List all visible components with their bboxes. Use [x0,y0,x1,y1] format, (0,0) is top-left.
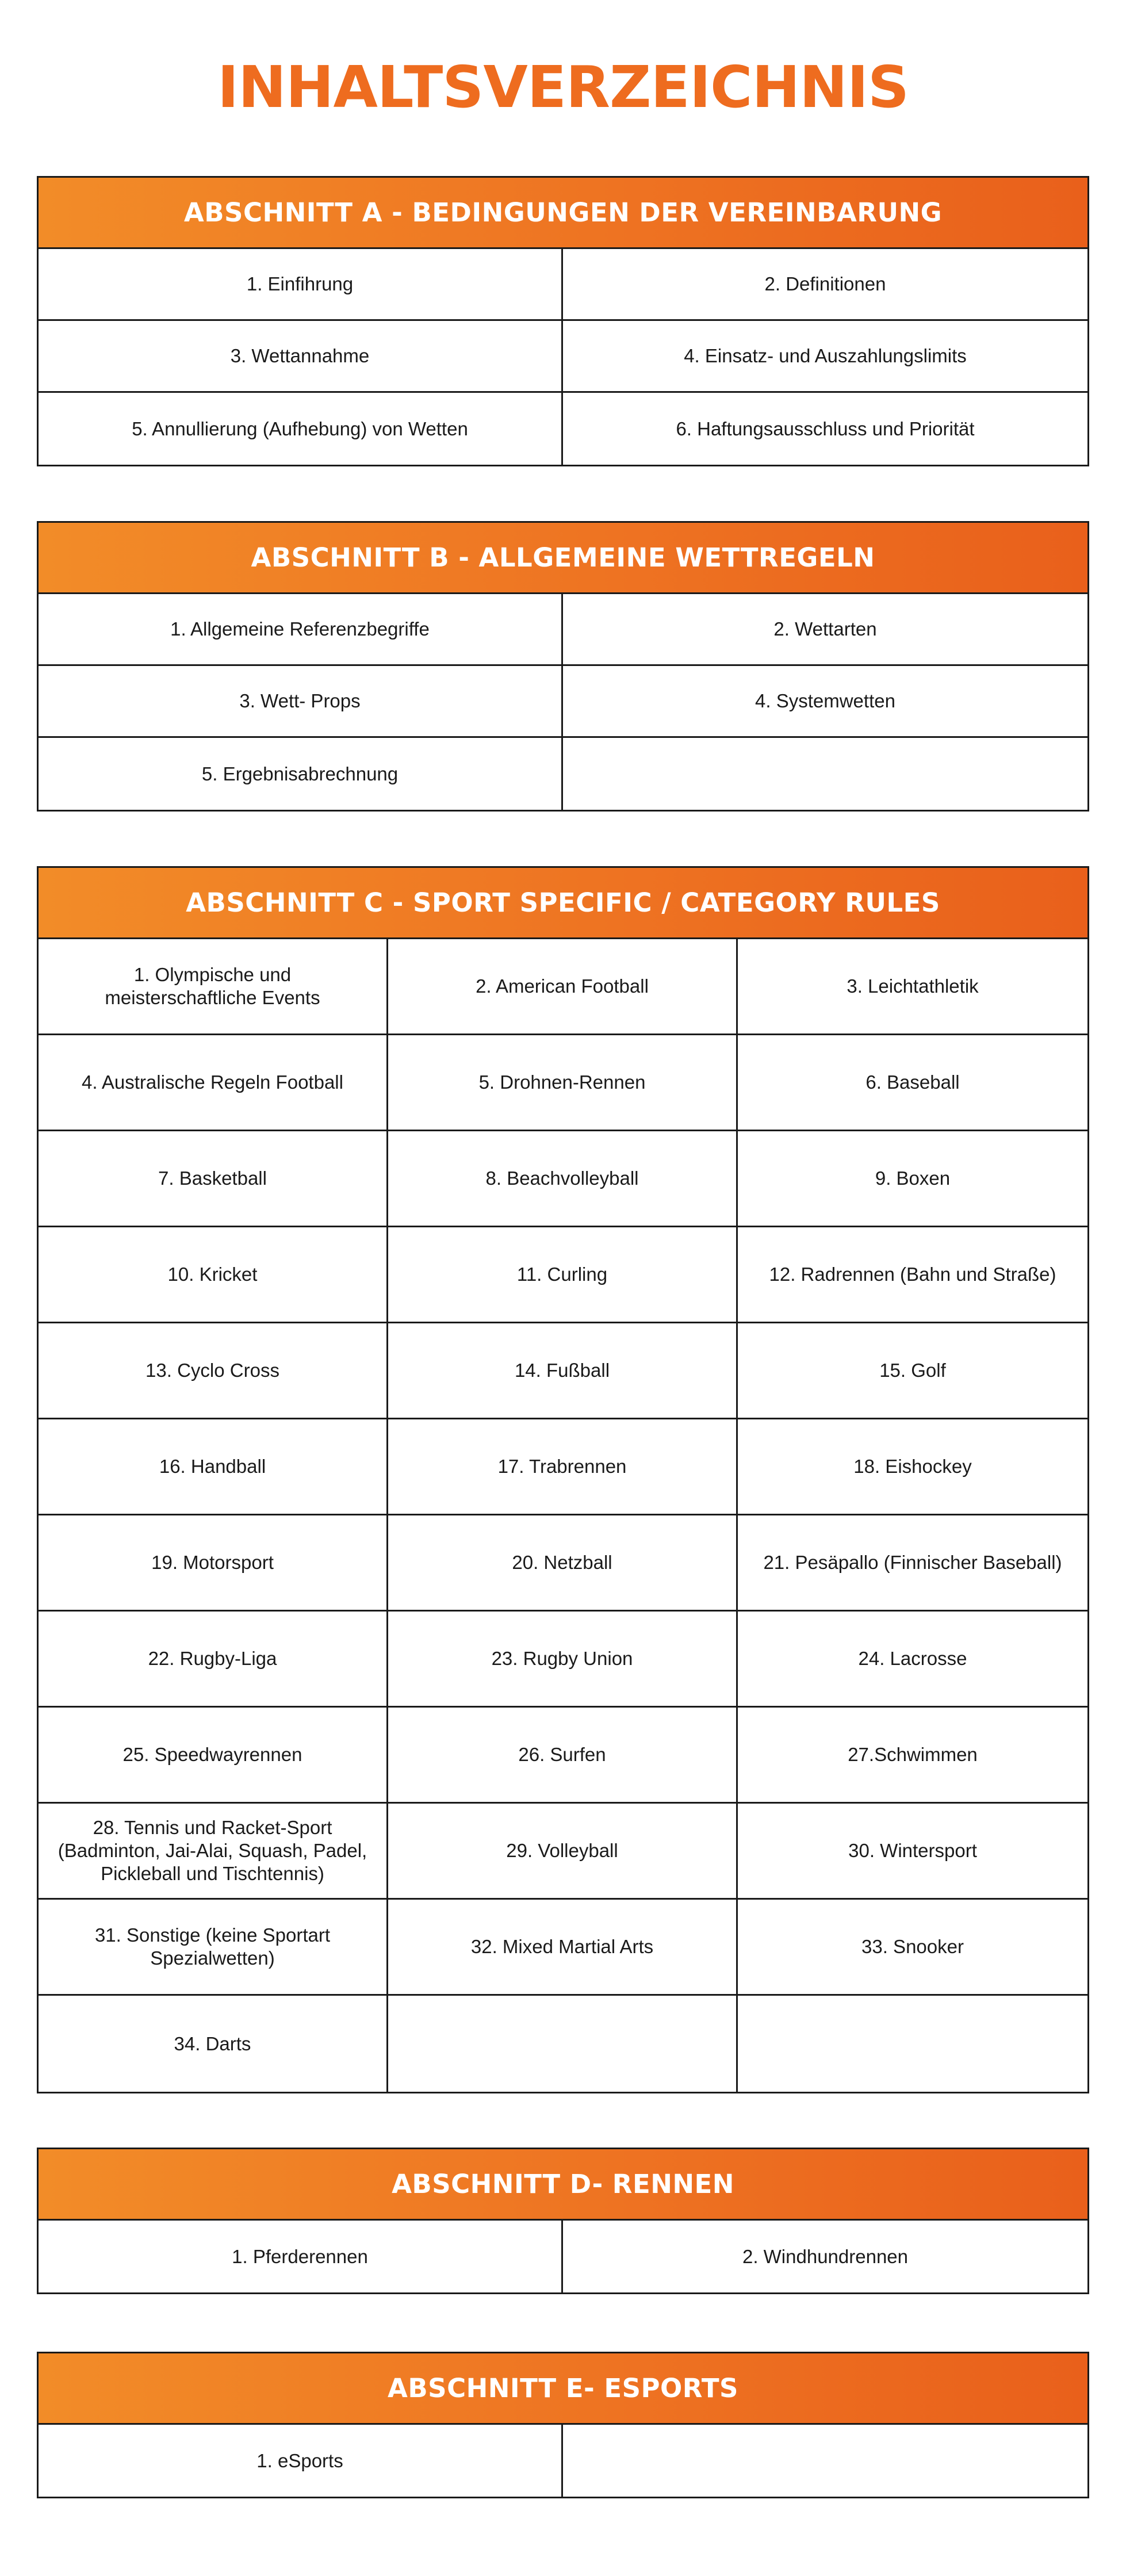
toc-link[interactable]: 1. eSports [39,2425,563,2497]
section-e [37,2352,1089,2498]
toc-link[interactable]: 26. Surfen [388,1708,738,1804]
toc-link[interactable]: 8. Beachvolleyball [388,1131,738,1227]
toc-link[interactable]: 4. Einsatz- und Auszahlungslimits [563,321,1087,393]
toc-link[interactable]: 24. Lacrosse [738,1612,1087,1708]
toc-link[interactable]: 29. Volleyball [388,1804,738,1900]
toc-link[interactable]: 19. Motorsport [39,1515,388,1612]
toc-link[interactable]: 31. Sonstige (keine Sportart Spezialwetten) [39,1900,388,1996]
toc-link[interactable]: 5. Drohnen-Rennen [388,1035,738,1131]
section-a-grid [39,249,1087,465]
toc-link[interactable]: 13. Cyclo Cross [39,1323,388,1419]
empty-cell [738,1996,1087,2092]
toc-link[interactable]: 23. Rugby Union [388,1612,738,1708]
section-c-grid [39,939,1087,2092]
toc-link[interactable]: 22. Rugby-Liga [39,1612,388,1708]
toc-link[interactable]: 3. Wett- Props [39,666,563,738]
empty-cell [388,1996,738,2092]
toc-link[interactable]: 33. Snooker [738,1900,1087,1996]
section-b-grid [39,594,1087,810]
section-d-grid [39,2221,1087,2292]
toc-link[interactable]: 3. Leichtathletik [738,939,1087,1035]
toc-link[interactable]: 6. Haftungsausschluss und Priorität [676,418,975,439]
toc-link[interactable]: 21. Pesäpallo (Finnischer Baseball) [738,1515,1087,1612]
toc-link[interactable]: 2. Wettarten [563,594,1087,666]
toc-link[interactable]: 25. Speedwayrennen [39,1708,388,1804]
toc-link[interactable]: 1. Pferderennen [39,2221,563,2292]
toc-link[interactable]: 30. Wintersport [738,1804,1087,1900]
section-b-header: ABSCHNITT B - ALLGEMEINE WETTREGELN [39,523,1087,594]
toc-link[interactable]: 5. Annullierung (Aufhebung) von Wetten [39,393,563,465]
toc-link[interactable]: 9. Boxen [738,1131,1087,1227]
section-a-header: ABSCHNITT A - BEDINGUNGEN DER VEREINBARUNG [39,178,1087,249]
section-d [37,2148,1089,2294]
toc-link[interactable]: 27.Schwimmen [738,1708,1087,1804]
toc-link[interactable]: 17. Trabrennen [388,1419,738,1515]
section-e-header: ABSCHNITT E- ESPORTS [39,2353,1087,2425]
section-c [37,866,1089,2093]
toc-link[interactable]: 5. Ergebnisabrechnung [39,738,563,810]
toc-link[interactable]: 32. Mixed Martial Arts [388,1900,738,1996]
toc-link[interactable]: 10. Kricket [39,1227,388,1323]
toc-link[interactable]: 4. Systemwetten [563,666,1087,738]
toc-link[interactable]: 18. Eishockey [738,1419,1087,1515]
toc-link[interactable]: 1. Olympische und meisterschaftliche Events [39,939,388,1035]
toc-link[interactable]: 28. Tennis und Racket-Sport (Badminton, Jai-Alai, Squash, Padel, Pickleball und Tischtennis) [39,1804,388,1900]
toc-link[interactable]: 1. Allgemeine Referenzbegriffe [39,594,563,666]
toc-link[interactable]: 4. Australische Regeln Football [39,1035,388,1131]
section-a [37,176,1089,466]
toc-link[interactable]: 2. Windhundrennen [742,2245,909,2267]
toc-link[interactable]: 11. Curling [388,1227,738,1323]
toc-link[interactable]: 15. Golf [738,1323,1087,1419]
section-e-grid [39,2425,1087,2497]
toc-link[interactable]: 14. Fußball [388,1323,738,1419]
toc-link[interactable]: 6. Baseball [738,1035,1087,1131]
page-title: INHALTSVERZEICHNIS [217,53,909,121]
toc-link[interactable]: 20. Netzball [388,1515,738,1612]
toc-link[interactable]: 7. Basketball [39,1131,388,1227]
empty-cell [563,738,1087,810]
toc-link[interactable]: 1. Einfihrung [39,249,563,321]
section-c-header: ABSCHNITT C - SPORT SPECIFIC / CATEGORY RULES [39,868,1087,939]
toc-link[interactable]: 2. American Football [388,939,738,1035]
toc-link[interactable]: 34. Darts [39,1996,388,2092]
toc-link[interactable]: 2. Definitionen [563,249,1087,321]
toc-link[interactable]: 16. Handball [39,1419,388,1515]
section-b [37,521,1089,812]
empty-cell [563,2425,1087,2497]
toc-link[interactable]: 12. Radrennen (Bahn und Straße) [738,1227,1087,1323]
toc-link[interactable]: 3. Wettannahme [39,321,563,393]
section-d-header: ABSCHNITT D- RENNEN [39,2149,1087,2221]
